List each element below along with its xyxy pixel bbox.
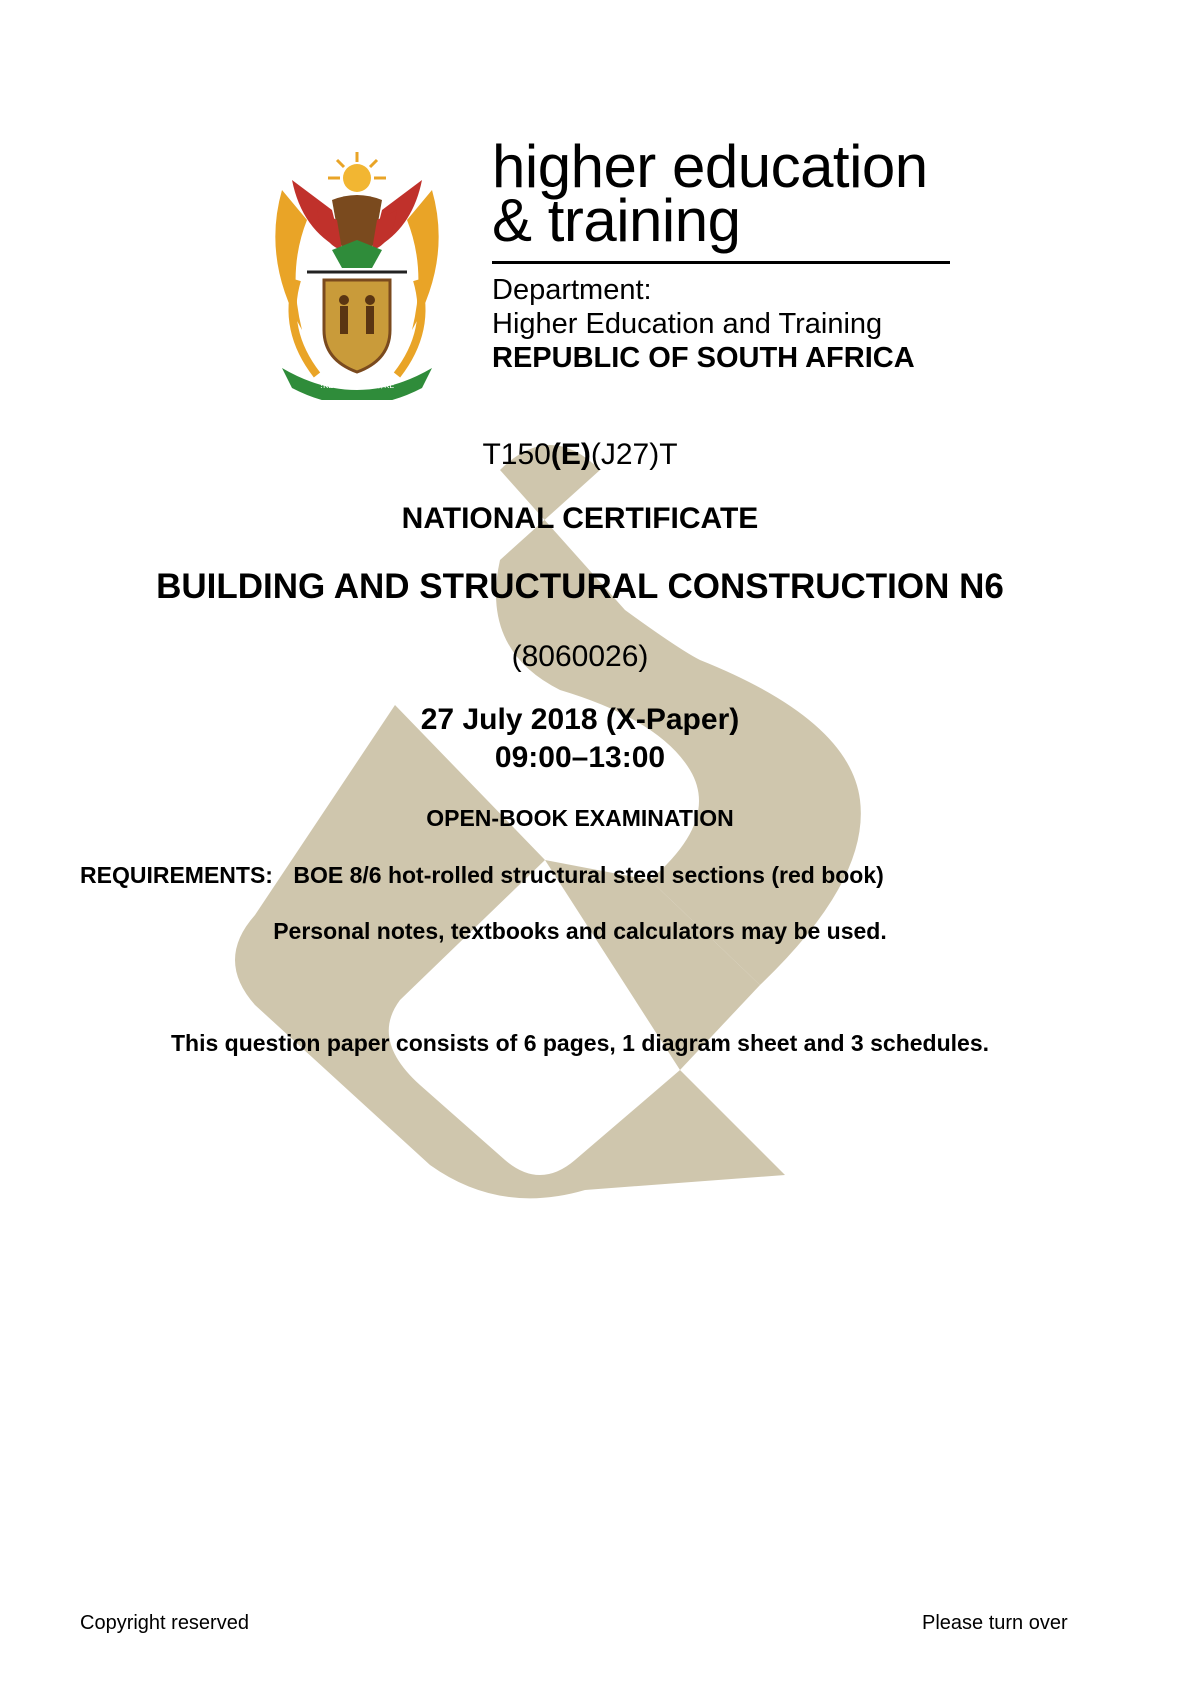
paper-contents-note: This question paper consists of 6 pages, 1 diagram sheet and 3 schedules. <box>170 1030 990 1056</box>
brand-title <box>492 133 928 254</box>
certificate-title: NATIONAL CERTIFICATE <box>401 502 759 535</box>
department-label: Department: <box>492 274 652 306</box>
brand-divider <box>492 261 950 264</box>
requirements-label: REQUIREMENTS: <box>80 862 273 888</box>
exam-type: OPEN-BOOK EXAMINATION <box>426 805 734 831</box>
paper-code-suffix: (J27)T <box>590 438 678 471</box>
permitted-materials-note: Personal notes, textbooks and calculators may be used. <box>273 918 887 944</box>
country-name: REPUBLIC OF SOUTH AFRICA <box>492 342 915 374</box>
paper-code-prefix: T150 <box>482 438 551 471</box>
subject-title: BUILDING AND STRUCTURAL CONSTRUCTION N6 <box>156 567 1004 606</box>
coat-motto: !KE E: /XARRA //KE <box>319 381 395 390</box>
requirements-text: BOE 8/6 hot-rolled structural steel sections (red book) <box>293 862 884 888</box>
footer-turn-over: Please turn over <box>922 1612 1068 1634</box>
exam-date: 27 July 2018 (X-Paper) <box>420 703 740 736</box>
department-name: Higher Education and Training <box>492 308 883 340</box>
brand-title-line2: & training <box>492 187 741 254</box>
requirements <box>80 862 884 889</box>
brand-title-line1: higher education <box>492 133 928 200</box>
subject-code: (8060026) <box>511 640 649 673</box>
footer-copyright: Copyright reserved <box>80 1612 249 1634</box>
paper-code <box>0 438 1160 472</box>
exam-time: 09:00–13:00 <box>494 741 666 774</box>
paper-code-language: (E) <box>550 438 591 471</box>
coat-of-arms-logo <box>262 150 452 400</box>
